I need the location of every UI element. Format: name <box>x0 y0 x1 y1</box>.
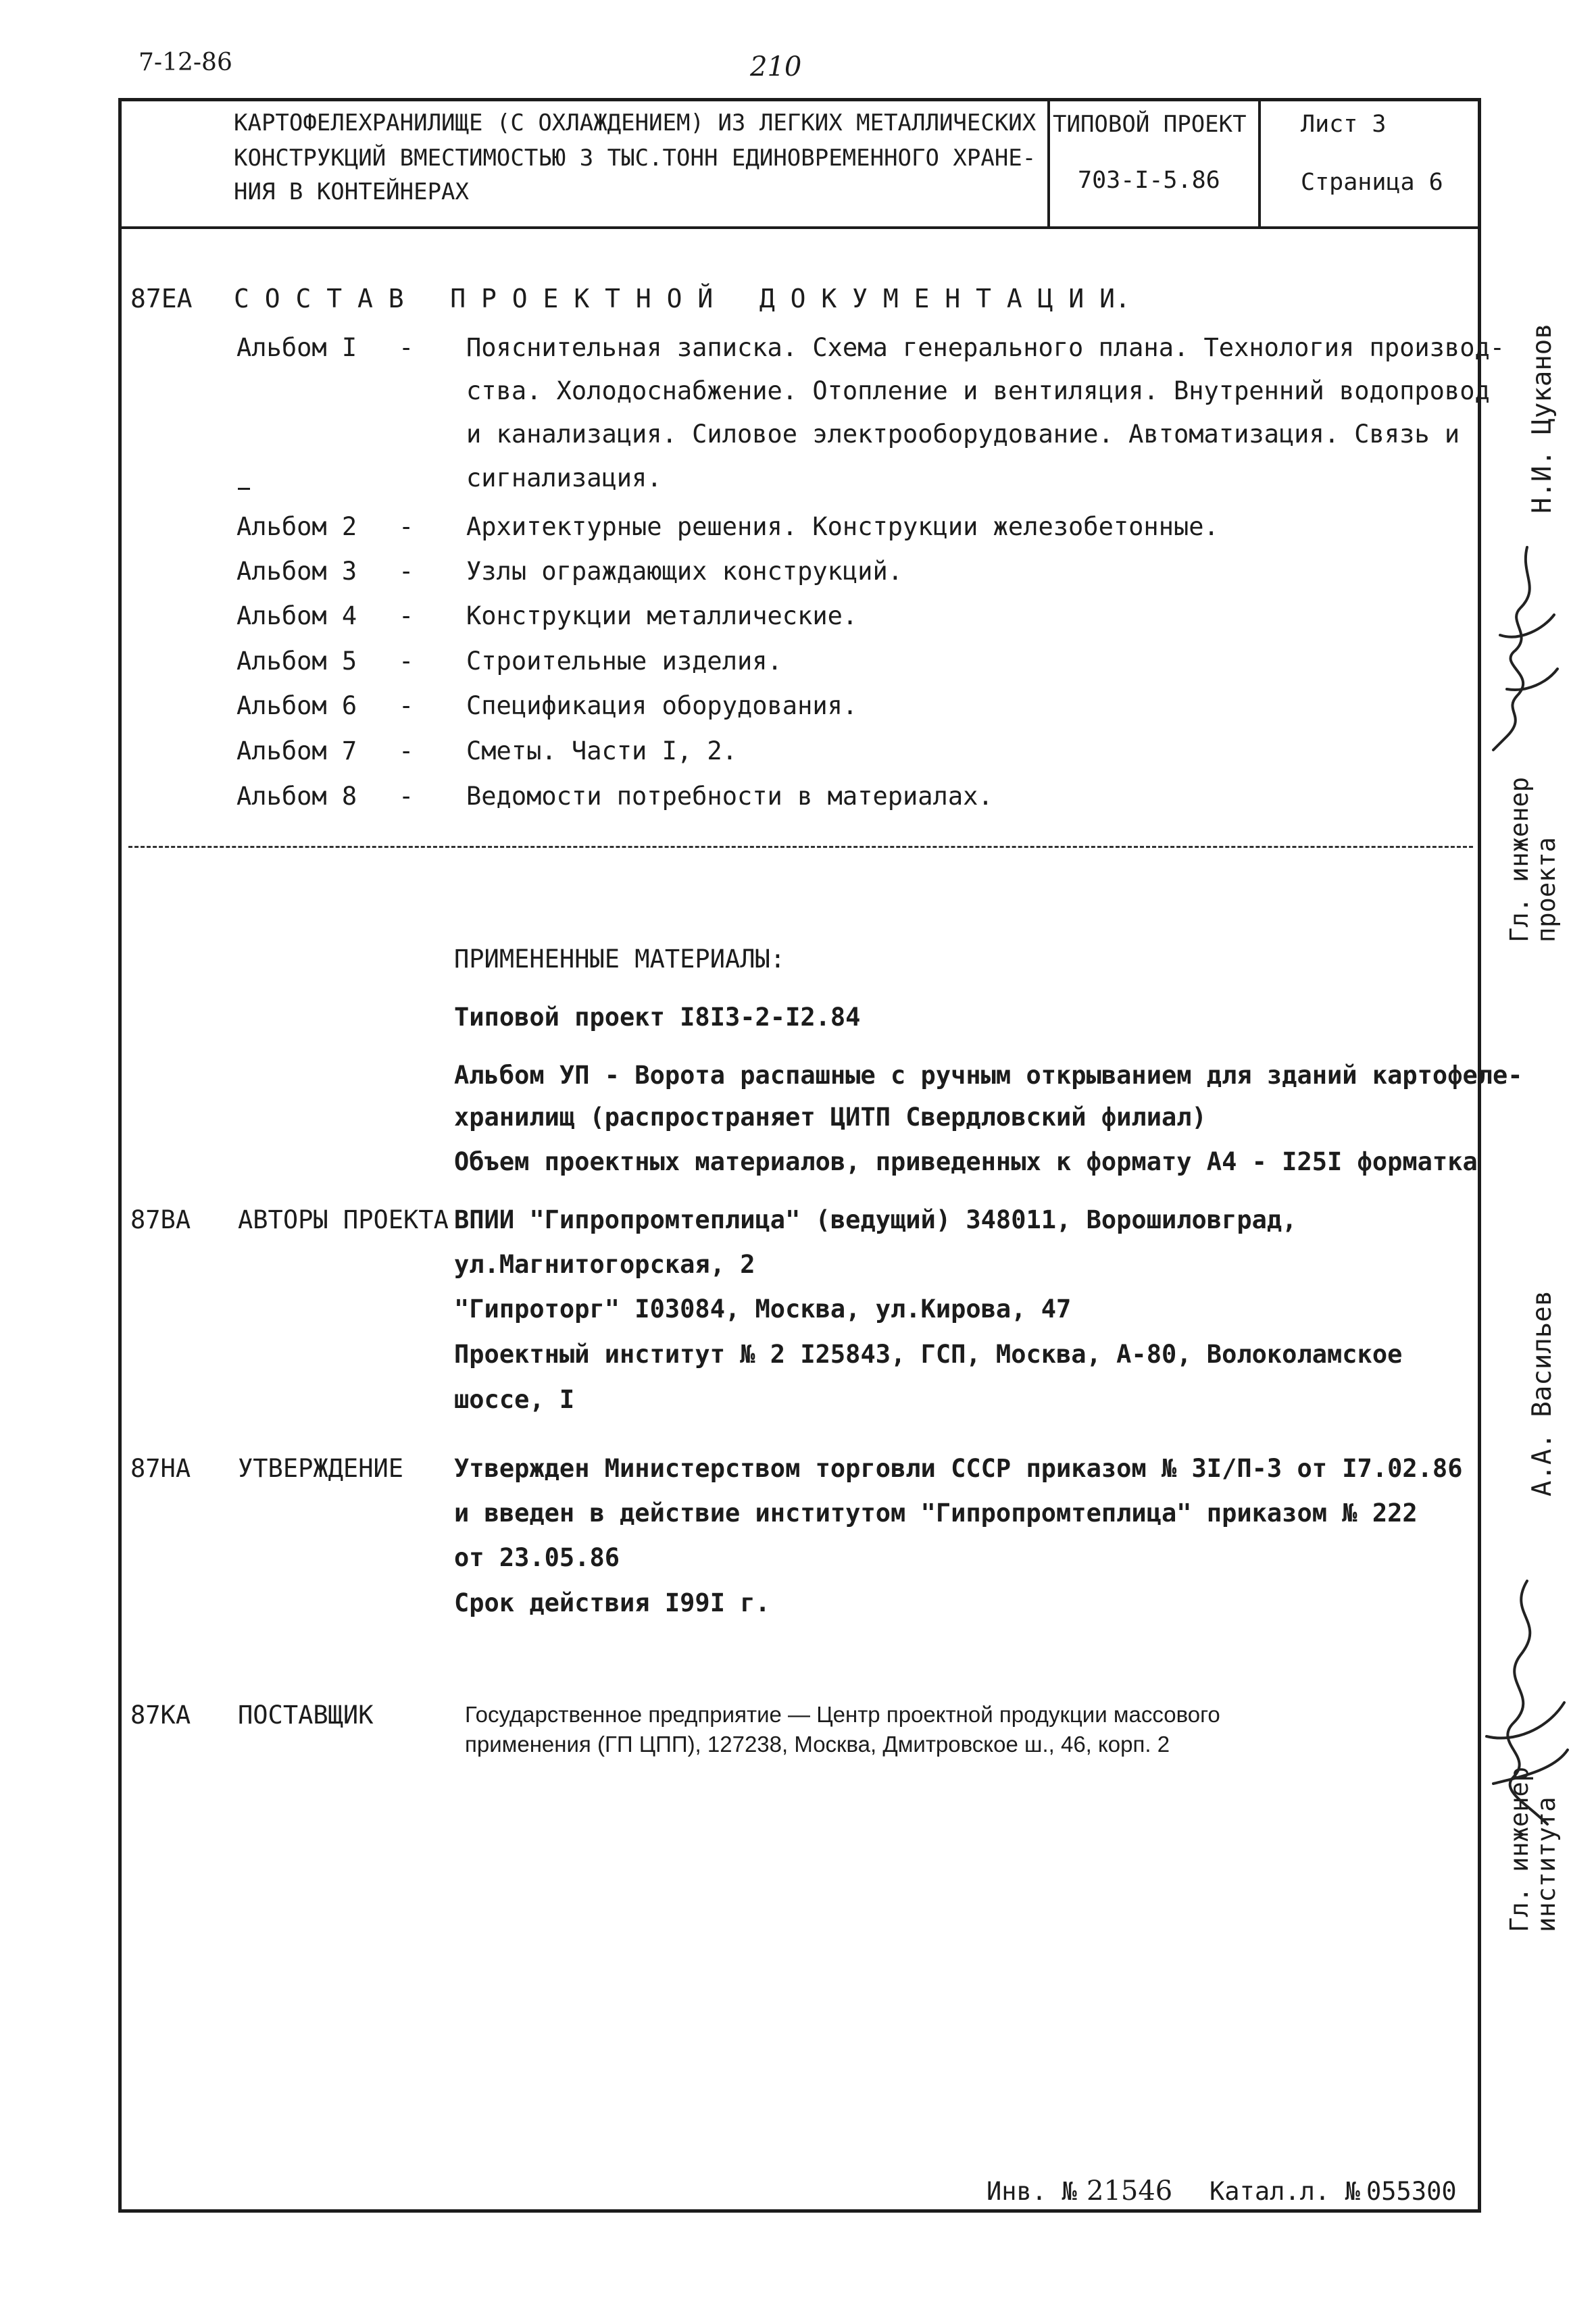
materials-line-2: Альбом УП - Ворота распашные с ручным открыванием для зданий картофеле- <box>454 1061 1523 1090</box>
materials-heading: ПРИМЕНЕННЫЕ МАТЕРИАЛЫ: <box>454 945 786 974</box>
page-label: Страница 6 <box>1301 169 1443 196</box>
album-1-name: Альбом I <box>236 333 357 362</box>
album-4-name: Альбом 4 <box>236 601 357 630</box>
supplier-line-1: Государственное предприятие — Центр проектной продукции массового <box>465 1702 1220 1727</box>
composition-code: 87ЕА <box>130 284 193 313</box>
album-7-name: Альбом 7 <box>236 736 357 765</box>
supplier-code: 87КА <box>130 1701 191 1730</box>
album-1-line-1: Пояснительная записка. Схема генерального плана. Технология производ- <box>466 333 1505 362</box>
title-block-divider-2 <box>1258 98 1261 229</box>
approval-line-1: Утвержден Министерством торговли СССР приказом № 3I/П-3 от I7.02.86 <box>454 1454 1463 1483</box>
album-8-description: Ведомости потребности в материалах. <box>466 782 993 811</box>
inventory-label: Инв. № <box>987 2177 1077 2206</box>
album-4-dash: - <box>399 601 414 630</box>
album-5-dash: - <box>399 647 414 676</box>
album-7-description: Сметы. Части I, 2. <box>466 736 737 765</box>
album-3-name: Альбом 3 <box>236 557 357 586</box>
chief-project-engineer-title-2: проекта <box>1532 837 1561 942</box>
chief-institute-engineer-title-1: Гл. инженер <box>1505 1766 1534 1932</box>
section-divider <box>128 846 1473 848</box>
chief-project-engineer-title-1: Гл. инженер <box>1505 776 1534 942</box>
authors-line-1: ВПИИ "Гипропромтеплица" (ведущий) 348011, Ворошиловград, <box>454 1205 1297 1234</box>
album-6-description: Спецификация оборудования. <box>466 691 858 720</box>
album-1-dash: - <box>399 333 414 362</box>
album-8-dash: - <box>399 782 414 811</box>
project-type-label: ТИПОВОЙ ПРОЕКТ <box>1053 111 1247 138</box>
title-block-bottom-line <box>118 226 1481 229</box>
album-6-name: Альбом 6 <box>236 691 357 720</box>
authors-line-5: шоссе, I <box>454 1385 575 1414</box>
album-2-dash: - <box>399 512 414 541</box>
approval-label: УТВЕРЖДЕНИЕ <box>238 1454 404 1483</box>
project-code: 703-I-5.86 <box>1078 167 1220 194</box>
title-block-divider-1 <box>1047 98 1050 229</box>
album-1-line-4: сигнализация. <box>466 463 662 493</box>
album-2-name: Альбом 2 <box>236 512 357 541</box>
album-5-name: Альбом 5 <box>236 647 357 676</box>
supplier-line-2: применения (ГП ЦПП), 127238, Москва, Дмитровское ш., 46, корп. 2 <box>465 1732 1170 1757</box>
sheet-number: Лист 3 <box>1301 111 1387 138</box>
approval-code: 87НА <box>130 1454 191 1483</box>
chief-institute-engineer-name: А.А. Васильев <box>1527 1290 1557 1496</box>
materials-line-3: хранилищ (распространяет ЦИТП Свердловский филиал) <box>454 1103 1207 1132</box>
document-title-line-1: КАРТОФЕЛЕХРАНИЛИЩЕ (С ОХЛАЖДЕНИЕМ) ИЗ ЛЕГКИХ МЕТАЛЛИЧЕСКИХ <box>234 109 1037 136</box>
album-7-dash: - <box>399 736 414 765</box>
materials-line-1: Типовой проект I8I3-2-I2.84 <box>454 1003 861 1032</box>
album-1-line-3: и канализация. Силовое электрооборудование. Автоматизация. Связь и <box>466 420 1460 449</box>
page-number: 210 <box>750 51 802 82</box>
catalog-number: 055300 <box>1366 2177 1457 2206</box>
catalog-label: Катал.л. № <box>1210 2177 1360 2206</box>
album-4-description: Конструкции металлические. <box>466 601 858 630</box>
approval-line-3: от 23.05.86 <box>454 1543 620 1572</box>
inventory-number: 21546 <box>1087 2175 1173 2207</box>
authors-line-4: Проектный институт № 2 I25843, ГСП, Москва, А-80, Волоколамское <box>454 1340 1403 1369</box>
album-6-dash: - <box>399 691 414 720</box>
chief-institute-engineer-title-2: института <box>1532 1796 1561 1932</box>
stray-mark <box>238 488 250 490</box>
album-3-description: Узлы ограждающих конструкций. <box>466 557 903 586</box>
signature-tsukanov <box>1480 534 1568 763</box>
album-8-name: Альбом 8 <box>236 782 357 811</box>
approval-line-4: Срок действия I99I г. <box>454 1588 770 1617</box>
composition-heading: С О С Т А В П Р О Е К Т Н О Й Д О К У М Е Н Т А Ц И И. <box>234 284 1130 313</box>
album-2-description: Архитектурные решения. Конструкции железобетонные. <box>466 512 1219 541</box>
album-1-line-2: ства. Холодоснабжение. Отопление и вентиляция. Внутренний водопровод <box>466 376 1490 405</box>
supplier-label: ПОСТАВЩИК <box>238 1701 374 1730</box>
approval-line-2: и введен в действие институтом "Гипропромтеплица" приказом № 222 <box>454 1499 1418 1528</box>
authors-code: 87ВА <box>130 1205 191 1234</box>
album-3-dash: - <box>399 557 414 586</box>
signature-vasiliev <box>1473 1574 1574 1831</box>
authors-line-3: "Гипроторг" I03084, Москва, ул.Кирова, 47 <box>454 1294 1072 1324</box>
date-stamp: 7-12-86 <box>139 49 232 76</box>
materials-line-4: Объем проектных материалов, приведенных к формату А4 - I25I форматка <box>454 1147 1478 1176</box>
authors-line-2: ул.Магнитогорская, 2 <box>454 1250 755 1279</box>
authors-label: АВТОРЫ ПРОЕКТА <box>238 1205 449 1234</box>
document-title-line-3: НИЯ В КОНТЕЙНЕРАХ <box>234 178 469 205</box>
document-title-line-2: КОНСТРУКЦИЙ ВМЕСТИМОСТЬЮ 3 ТЫС.ТОНН ЕДИНОВРЕМЕННОГО ХРАНЕ- <box>234 145 1037 172</box>
album-5-description: Строительные изделия. <box>466 647 782 676</box>
chief-project-engineer-name: Н.И. Цуканов <box>1527 323 1557 513</box>
